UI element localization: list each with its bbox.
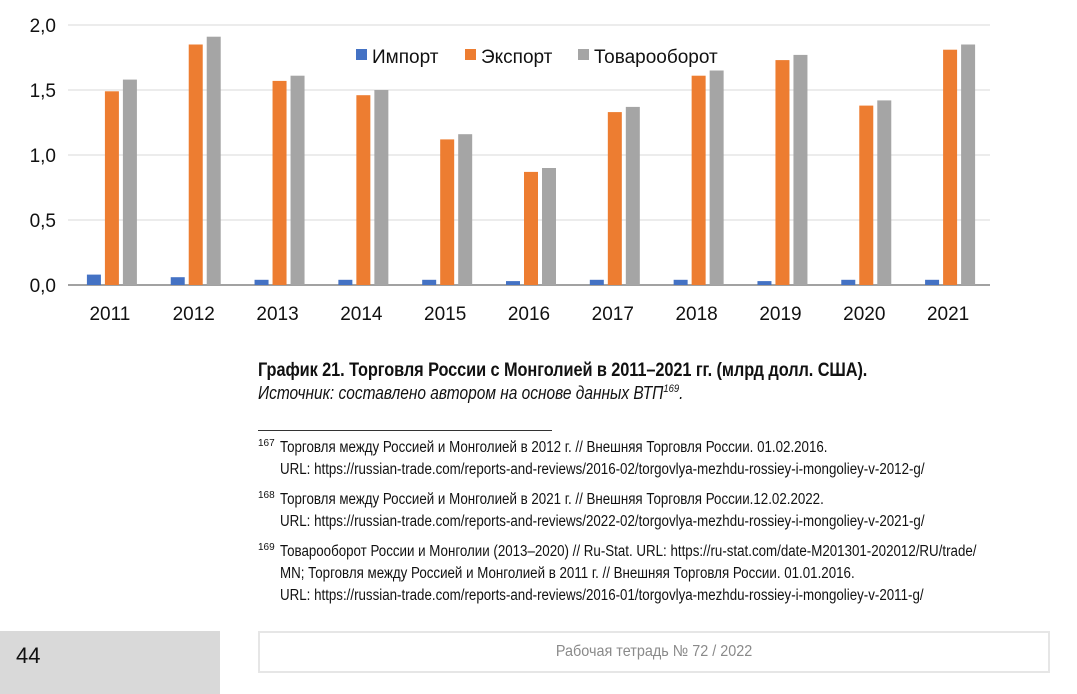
bar-2015-0 [422, 280, 436, 285]
footnote-number: 169 [258, 542, 275, 553]
bar-2011-1 [105, 91, 119, 285]
footnote-line: Торговля между Россией и Монголией в 2021 г. // Внешняя Торговля России.12.02.2022. [280, 491, 824, 508]
x-tick-label: 2013 [256, 304, 299, 325]
bar-2019-1 [775, 60, 789, 285]
bar-2020-2 [877, 100, 891, 285]
bar-2019-0 [757, 281, 771, 285]
page-number: 44 [0, 631, 220, 694]
bar-2017-0 [590, 280, 604, 285]
x-axis-ticks [89, 304, 969, 325]
footnote-line: MN; Торговля между Россией и Монголией в 2011 г. // Внешняя Торговля России. 01.01.2016. [280, 565, 855, 582]
y-tick-label: 1,5 [29, 81, 56, 102]
bar-2013-1 [273, 81, 287, 285]
x-tick-label: 2019 [759, 304, 802, 325]
chart-caption [258, 360, 1058, 404]
bar-2020-1 [859, 106, 873, 285]
x-tick-label: 2012 [172, 304, 215, 325]
legend-swatch [578, 49, 589, 60]
legend-swatch [465, 49, 476, 60]
bar-2011-2 [123, 80, 137, 285]
bar-2012-0 [171, 277, 185, 285]
x-tick-label: 2014 [340, 304, 383, 325]
caption-source-text: Источник: составлено автором на основе данных ВТП [258, 383, 664, 403]
footnote-divider [258, 430, 552, 431]
bar-2018-2 [710, 71, 724, 286]
bar-2015-2 [458, 134, 472, 285]
bars [87, 37, 975, 285]
bar-2016-2 [542, 168, 556, 285]
caption-source-end: . [679, 383, 684, 403]
y-tick-label: 0,0 [29, 276, 56, 297]
bar-2017-1 [608, 112, 622, 285]
footnote-url[interactable]: URL: https://russian-trade.com/reports-and-reviews/2016-01/torgovlya-mezhdu-rossiey-i-mongoliey-v-2011-g/ [280, 587, 924, 604]
bar-2012-2 [207, 37, 221, 285]
footnote-167 [258, 437, 1058, 481]
caption-source-ref: 169 [663, 383, 680, 395]
bar-2020-0 [841, 280, 855, 285]
journal-footer [258, 631, 1050, 673]
x-tick-label: 2018 [675, 304, 718, 325]
bar-2016-1 [524, 172, 538, 285]
y-tick-label: 0,5 [29, 211, 56, 232]
caption-title: График 21. Торговля России с Монголией в 2011–2021 гг. (млрд долл. США). [258, 360, 868, 381]
bar-2018-0 [674, 280, 688, 285]
bar-2014-0 [338, 280, 352, 285]
footnote-168 [258, 489, 1058, 533]
bar-2016-0 [506, 281, 520, 285]
bar-2013-2 [291, 76, 305, 285]
bar-2021-2 [961, 45, 975, 286]
journal-name: Рабочая тетрадь № 72 / 2022 [555, 643, 753, 660]
trade-bar-chart [0, 0, 1077, 340]
footnote-line: Торговля между Россией и Монголией в 2012 г. // Внешняя Торговля России. 01.02.2016. [280, 439, 828, 456]
x-tick-label: 2011 [89, 304, 131, 325]
legend-label: Товарооборот [594, 47, 718, 68]
bar-2017-2 [626, 107, 640, 285]
x-tick-label: 2020 [843, 304, 886, 325]
y-axis-ticks [30, 16, 56, 297]
footnote-line[interactable]: Товарооборот России и Монголии (2013–2020) // Ru-Stat. URL: https://ru-stat.com/date-M201301-202012/RU/trade/ [280, 543, 977, 560]
y-tick-label: 1,0 [29, 146, 56, 167]
bar-2012-1 [189, 45, 203, 286]
bar-2014-1 [356, 95, 370, 285]
legend-swatch [356, 49, 367, 60]
footnotes [258, 437, 1058, 615]
footnote-url[interactable]: URL: https://russian-trade.com/reports-and-reviews/2016-02/torgovlya-mezhdu-rossiey-i-mongoliey-v-2012-g/ [280, 461, 925, 478]
bar-2011-0 [87, 275, 101, 285]
bar-2018-1 [692, 76, 706, 285]
bar-2019-2 [793, 55, 807, 285]
bar-2014-2 [374, 90, 388, 285]
footnote-169 [258, 541, 1058, 607]
bar-2021-1 [943, 50, 957, 285]
caption-source [258, 383, 946, 404]
footnote-url[interactable]: URL: https://russian-trade.com/reports-and-reviews/2022-02/torgovlya-mezhdu-rossiey-i-mongoliey-v-2021-g/ [280, 513, 925, 530]
x-tick-label: 2016 [507, 304, 551, 325]
footnote-number: 168 [258, 490, 275, 501]
x-tick-label: 2015 [424, 304, 467, 325]
x-tick-label: 2021 [926, 304, 970, 325]
bar-2015-1 [440, 139, 454, 285]
y-tick-label: 2,0 [29, 16, 56, 37]
legend [356, 47, 718, 68]
x-tick-label: 2017 [591, 304, 634, 325]
footnote-number: 167 [258, 438, 275, 449]
legend-label: Импорт [372, 47, 439, 68]
bar-2013-0 [255, 280, 269, 285]
bar-2021-0 [925, 280, 939, 285]
legend-label: Экспорт [481, 47, 553, 68]
